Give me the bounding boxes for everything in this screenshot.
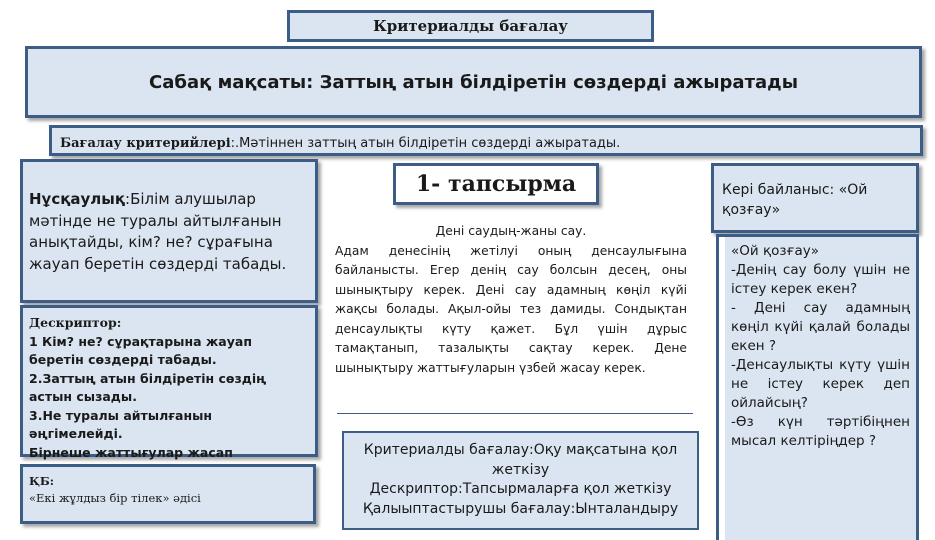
instruction-label: Нұсқаулық (29, 190, 126, 208)
task-text (335, 222, 687, 378)
instruction-text: :Білім алушылар мәтінде не туралы айтылғанын анықтайды, кім? не? сұрағына жауап беретін сөздерді табады. (29, 190, 287, 273)
lesson-goal-box (25, 46, 922, 118)
assessment-line: Критериалды бағалау:Оқу мақсатына қол жеткізу (363, 442, 678, 478)
descriptor-item: 3.Не туралы айтылғанын әңгімелейді. (29, 407, 213, 441)
task-text-body: Адам денесінің жетілуі оның денсаулығына байланысты. Егер денің сау болсын десең, оны шынықтыру керек. Дені сау адамның көңіл күйі жақсы болады. Ақыл-ойы тез дамиды. Сондықтан денсаулықты күту қажет. Бұл үшін дұрыс тамақтанып, тазалықты сақтау керек. Дене шынықтыру жаттығуларын үзбей жасау керек. (335, 243, 687, 375)
feedback-title: Кері байланыс: «Ой қозғау» (722, 182, 868, 218)
kb-text: «Екі жұлдыз бір тілек» әдісі (29, 491, 201, 505)
feedback-item: - Дені сау адамның көңіл күйі қалай болады екен ? (731, 300, 910, 354)
lesson-goal: Сабақ мақсаты: Заттың атын білдіретін сөздерді ажыратады (149, 71, 798, 93)
criteria-text: :.Мәтіннен заттың атын білдіретін сөздерді ажыратады. (230, 136, 621, 151)
feedback-item: «Ой қозғау» (731, 243, 820, 259)
feedback-questions (725, 237, 916, 540)
task-title-box (393, 163, 599, 205)
criteria-label: Бағалау критерийлері (60, 136, 231, 151)
task-title: 1- тапсырма (415, 171, 577, 197)
formative-assessment-box (20, 464, 316, 524)
kb-label: ҚБ: (29, 474, 54, 488)
task-text-title: Дені саудың-жаны сау. (435, 224, 587, 238)
criteria-box (49, 125, 923, 156)
divider-line (337, 413, 693, 414)
header-title-box (287, 10, 654, 42)
descriptor-item: 2.Заттың атын білдіретін сөздің астын сызады. (29, 370, 267, 404)
feedback-item: -Өз күн тәртібіңнен мысал келтіріңдер ? (731, 414, 910, 449)
assessment-line: Қалыыптастырушы бағалау:Ынталандыру (362, 500, 679, 517)
feedback-title-box (711, 163, 919, 233)
assessment-box (342, 431, 699, 530)
instruction-box (20, 159, 318, 303)
assessment-line: Дескриптор:Тапсырмаларға қол жеткізу (369, 481, 672, 497)
header-title: Критериалды бағалау (373, 17, 568, 35)
feedback-questions-box (716, 234, 919, 540)
descriptor-box (20, 305, 318, 460)
feedback-item: -Денсаулықты күту үшін не істеу керек деп ойлайсың? (731, 357, 910, 411)
descriptor-item: Бірнеше жаттығулар жасап (29, 444, 233, 460)
feedback-item: -Денің сау болу үшін не істеу керек екен? (731, 262, 910, 297)
descriptor-label: Дескриптор: (29, 315, 122, 330)
descriptor-item: 1 Кім? не? сұрақтарына жауап беретін сөздерді табады. (29, 333, 252, 367)
